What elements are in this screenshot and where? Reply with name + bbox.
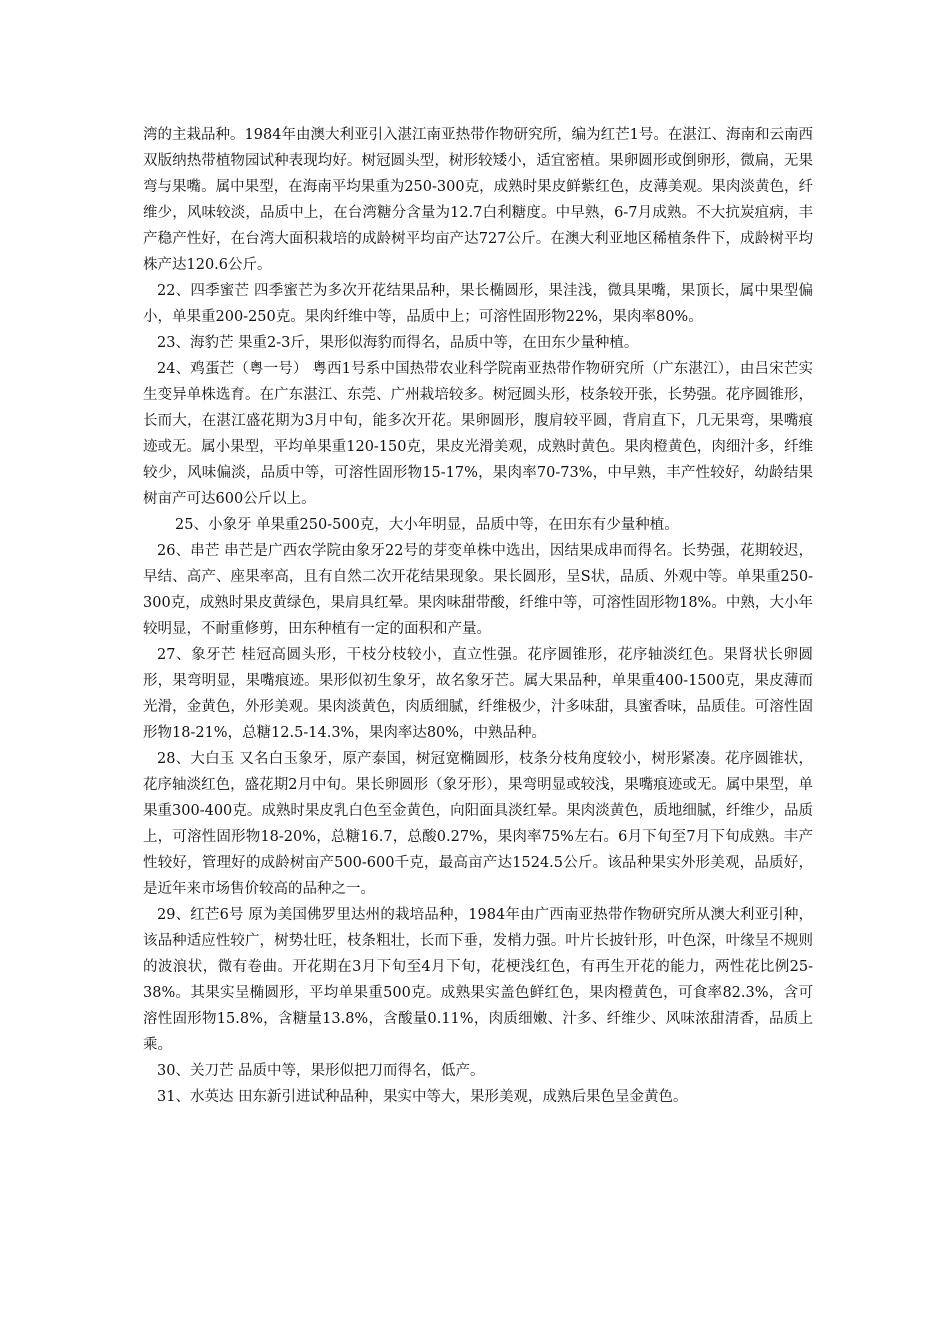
paragraph-variety-23: 23、海豹芒 果重2-3斤，果形似海豹而得名，品质中等，在田东少量种植。 <box>157 335 639 351</box>
paragraph-variety-30: 30、关刀芒 品质中等，果形似把刀而得名，低产。 <box>157 1063 485 1079</box>
paragraph-variety-22: 22、四季蜜芒 四季蜜芒为多次开花结果品种，果长椭圆形，果洼浅，微具果嘴，果顶长，属中果型偏小，单果重200-250克。果肉纤维中等，品质中上；可溶性固形物22%，果肉率80%。 <box>143 283 813 325</box>
paragraph-variety-27: 27、象牙芒 桂冠高圆头形，干枝分枝较小，直立性强。花序圆锥形，花序轴淡红色。果肾状长卵圆形，果弯明显，果嘴痕迹。果形似初生象牙，故名象牙芒。属大果品种，单果重400-1500克，果皮薄而光滑，金黄色，外形美观。果肉淡黄色，肉质细腻，纤维极少，汁多味甜，具蜜香味，品质佳。可溶性固形物18-21%，总糖12.5-14.3%，果肉率达80%，中熟品种。 <box>143 647 813 741</box>
paragraph-variety-25: 25、小象牙 单果重250-500克，大小年明显，品质中等，在田东有少量种植。 <box>175 517 679 533</box>
paragraph-variety-28: 28、大白玉 又名白玉象牙，原产泰国，树冠宽椭圆形，枝条分枝角度较小，树形紧凑。花序圆锥状，花序轴淡红色，盛花期2月中旬。果长卵圆形（象牙形），果弯明显或较浅，果嘴痕迹或无。属中果型，单果重300-400克。成熟时果皮乳白色至金黄色，向阳面具淡红晕。果肉淡黄色，质地细腻，纤维少，品质上，可溶性固形物18-20%，总糖16.7，总酸0.27%，果肉率75%左右。6月下旬至7月下旬成熟。丰产性较好，管理好的成龄树亩产500-600千克，最高亩产达1524.5公斤。该品种果实外形美观，品质好，是近年来市场售价较高的品种之一。 <box>143 751 813 897</box>
paragraph-variety-29: 29、红芒6号 原为美国佛罗里达州的栽培品种，1984年由广西南亚热带作物研究所从澳大利亚引种，该品种适应性较广，树势壮旺，枝条粗壮，长而下垂，发梢力强。叶片长披针形，叶色深，叶缘呈不规则的波浪状，微有卷曲。开花期在3月下旬至4月下旬，花梗浅红色，有再生开花的能力，两性花比例25-38%。其果实呈椭圆形，平均单果重500克。成熟果实盖色鲜红色，果肉橙黄色，可食率82.3%，含可溶性固形物15.8%，含糖量13.8%，含酸量0.11%，肉质细嫩、汁多、纤维少、风味浓甜清香，品质上乘。 <box>143 907 813 1053</box>
paragraph-variety-26: 26、串芒 串芒是广西农学院由象牙22号的芽变单株中选出，因结果成串而得名。长势强，花期较迟，早结、高产、座果率高，且有自然二次开花结果现象。果长圆形，呈S状，品质、外观中等。单果重250-300克，成熟时果皮黄绿色，果肩具红晕。果肉味甜带酸，纤维中等，可溶性固形物18%。中熟，大小年较明显，不耐重修剪，田东种植有一定的面积和产量。 <box>143 543 813 637</box>
paragraph-variety-24: 24、鸡蛋芒（粤一号） 粤西1号系中国热带农业科学院南亚热带作物研究所（广东湛江），由吕宋芒实生变异单株选育。在广东湛江、东莞、广州栽培较多。树冠圆头形，枝条较开张，长势强。花序圆锥形，长而大，在湛江盛花期为3月中旬，能多次开花。果卵圆形，腹肩较平圆，背肩直下，几无果弯，果嘴痕迹或无。属小果型，平均单果重120-150克，果皮光滑美观，成熟时黄色。果肉橙黄色，肉细汁多，纤维较少，风味偏淡，品质中等，可溶性固形物15-17%，果肉率70-73%，中早熟，丰产性较好，幼龄结果树亩产可达600公斤以上。 <box>143 361 813 507</box>
paragraph-variety-31: 31、水英达 田东新引进试种品种，果实中等大，果形美观，成熟后果色呈金黄色。 <box>157 1089 688 1105</box>
document-body <box>143 122 813 1110</box>
paragraph-continued-variety-21: 湾的主栽品种。1984年由澳大利亚引入湛江南亚热带作物研究所，编为红芒1号。在湛江、海南和云南西双版纳热带植物园试种表现均好。树冠圆头型，树形较矮小，适宜密植。果卵圆形或倒卵形，微扁，无果弯与果嘴。属中果型，在海南平均果重为250-300克，成熟时果皮鲜紫红色，皮薄美观。果肉淡黄色，纤维少，风味较淡，品质中上，在台湾糖分含量为12.7白利糖度。中早熟，6-7月成熟。不大抗炭疽病，丰产稳产性好，在台湾大面积栽培的成龄树平均亩产达727公斤。在澳大利亚地区稀植条件下，成龄树平均株产达120.6公斤。 <box>143 127 813 273</box>
